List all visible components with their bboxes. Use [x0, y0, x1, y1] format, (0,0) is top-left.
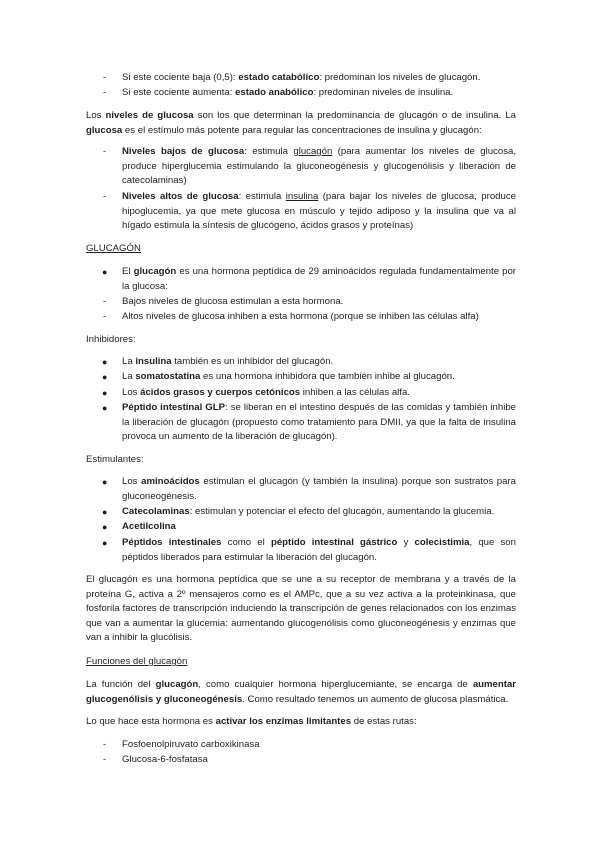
list-item: El glucagón es una hormona peptídica de 29 aminoácidos regulada fundamentalmente por la glucosa:	[122, 266, 516, 292]
list-item: Bajos niveles de glucosa estimulan a esta hormona.	[122, 296, 344, 307]
section-heading: GLUCAGÓN	[86, 243, 141, 254]
section-heading: Funciones del glucagón	[86, 656, 188, 667]
list-item: Altos niveles de glucosa inhiben a esta hormona (porque se inhiben las células alfa)	[122, 311, 479, 322]
dash-bullet: -	[103, 739, 107, 750]
list-item: Péptidos intestinales como el péptido intestinal gástrico y colecistimia, que son péptidos liberados para estimular la liberación del glucagón.	[122, 537, 516, 563]
bullet-dot: ●	[102, 388, 108, 398]
dash-bullet: -	[103, 87, 107, 98]
paragraph-functions: La función del glucagón, como cualquier hormona hiperglucemiante, se encarga de aumentar glucogenólisis y gluconeogénesis. Como resultado tenemos un aumento de glucosa plasmática.	[86, 679, 517, 705]
dash-bullet: -	[103, 296, 107, 307]
bullet-dot: ●	[102, 357, 108, 367]
list-item: Catecolaminas: estimulan y potenciar el efecto del glucagón, aumentando la glucemia.	[122, 506, 495, 517]
paragraph-glucose-levels: Los niveles de glucosa son los que determinan la predominancia de glucagón o de insulina. La glucosa es el estímulo más potente para regular las concentraciones de insulina y glucagón:	[86, 110, 516, 136]
dash-bullet: -	[103, 72, 107, 83]
dash-bullet: -	[103, 311, 107, 322]
bullet-dot: ●	[102, 522, 108, 532]
paragraph-enzymes: Lo que hace esta hormona es activar los enzimas limitantes de estas rutas:	[86, 716, 417, 727]
list-item: Niveles altos de glucosa: estimula insulina (para bajar los niveles de glucosa, produce hipoglucemia, ya que mete glucosa en músculo y tejido adiposo y la insulina que va al hígado estimula la síntesis de glucógeno, ácidos grasos y proteínas)	[122, 191, 516, 232]
bullet-dot: ●	[102, 538, 108, 548]
stimulants-label: Estimulantes:	[86, 454, 144, 465]
inhibitors-label: Inhibidores:	[86, 334, 136, 345]
bullet-dot: ●	[102, 507, 108, 517]
list-item: Si este cociente aumenta: estado anabólico: predominan niveles de insulina.	[122, 87, 454, 98]
list-item: Fosfoenolpiruvato carboxikinasa	[122, 739, 260, 750]
bullet-dot: ●	[102, 372, 108, 382]
list-item: Acetilcolina	[122, 521, 176, 532]
list-item: La somatostatina es una hormona inhibidora que también inhibe al glucagón.	[122, 371, 455, 382]
list-item: Péptido intestinal GLP: se liberan en el intestino después de las comidas y también inhibe la liberación de glucagón (propuesto como tratamiento para DMII, ya que la falta de insulina provoca un aumento de la liberación de glucagón).	[122, 402, 517, 443]
list-item: Niveles bajos de glucosa: estimula glucagón (para aumentar los niveles de glucosa, produce hiperglucemia estimulando la gluconeogénesis y glucogenólisis y liberación de catecolaminas)	[122, 146, 516, 187]
bullet-dot: ●	[102, 267, 108, 277]
paragraph-receptor: El glucagón es una hormona peptídica que se une a su receptor de membrana y a través de la proteína G, activa a 2º mensajeros como es el AMPc, que a su vez activa a la proteinkinasa, que fosforila factores de transcripción induciendo la transcripción de genes relacionados con los enzimas que van a aumentar la glucemia: aumentando glucogenólisis como gluconeogénesis y enzimas que van a inhibir la glucólisis.	[86, 574, 516, 644]
dash-bullet: -	[103, 146, 107, 157]
list-item: Los aminoácidos estimulan el glucagón (y también la insulina) porque son sustratos para gluconeogénesis.	[122, 476, 516, 502]
list-item: Si este cociente baja (0,5): estado catabólico: predominan los niveles de glucagón.	[122, 72, 481, 83]
bullet-dot: ●	[102, 403, 108, 413]
dash-bullet: -	[103, 191, 107, 202]
list-item: La insulina también es un inhibidor del glucagón.	[122, 356, 334, 367]
list-item: Glucosa-6-fosfatasa	[122, 754, 208, 765]
dash-bullet: -	[103, 754, 107, 765]
list-item: Los ácidos grasos y cuerpos cetónicos inhiben a las células alfa.	[122, 387, 410, 398]
bullet-dot: ●	[102, 477, 108, 487]
